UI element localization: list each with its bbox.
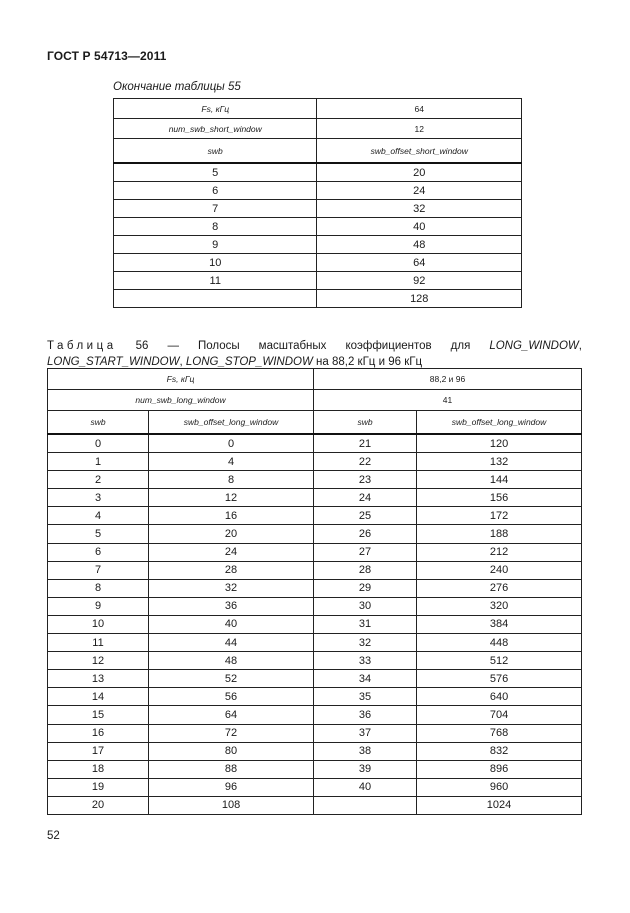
offset-cell-2: 156 <box>417 489 582 507</box>
offset-cell: 28 <box>149 561 314 579</box>
offset-cell: 24 <box>317 182 522 200</box>
table-row <box>48 507 582 525</box>
swb-cell: 2 <box>48 471 149 489</box>
swb-cell-2: 27 <box>314 543 417 561</box>
table-row <box>114 200 522 218</box>
table-row <box>48 688 582 706</box>
swb-cell-2: 24 <box>314 489 417 507</box>
column-header-swb: swb <box>114 139 317 164</box>
column-header-swb: swb <box>48 411 149 435</box>
offset-cell: 64 <box>149 706 314 724</box>
table56-caption-text: 56 — Полосы масштабных коэффициентов для <box>116 340 490 352</box>
table-row <box>48 796 582 814</box>
table-row <box>48 652 582 670</box>
swb-cell: 8 <box>114 218 317 236</box>
swb-cell-2: 29 <box>314 579 417 597</box>
swb-cell: 8 <box>48 579 149 597</box>
swb-cell: 0 <box>48 434 149 453</box>
table56-caption-italic2: LONG_START_WINDOW <box>47 356 180 368</box>
offset-cell: 88 <box>149 760 314 778</box>
swb-cell: 11 <box>114 272 317 290</box>
swb-cell-2: 38 <box>314 742 417 760</box>
column-header-offset: swb_offset_short_window <box>317 139 522 164</box>
table-row <box>48 670 582 688</box>
swb-cell-2: 34 <box>314 670 417 688</box>
table-row <box>114 218 522 236</box>
offset-cell: 48 <box>149 652 314 670</box>
swb-cell: 4 <box>48 507 149 525</box>
swb-cell-2: 30 <box>314 597 417 615</box>
swb-cell <box>114 290 317 308</box>
fs-label: Fs, кГц <box>114 99 317 119</box>
swb-cell: 13 <box>48 670 149 688</box>
offset-cell-2: 576 <box>417 670 582 688</box>
offset-cell: 12 <box>149 489 314 507</box>
table55-caption: Окончание таблицы 55 <box>113 81 241 93</box>
offset-cell-2: 212 <box>417 543 582 561</box>
swb-cell-2: 35 <box>314 688 417 706</box>
offset-cell: 96 <box>149 778 314 796</box>
offset-cell-2: 144 <box>417 471 582 489</box>
num-swb-label: num_swb_long_window <box>48 390 314 411</box>
offset-cell-2: 384 <box>417 615 582 633</box>
swb-cell: 19 <box>48 778 149 796</box>
swb-cell-2: 23 <box>314 471 417 489</box>
table-row <box>114 182 522 200</box>
offset-cell: 128 <box>317 290 522 308</box>
table-row <box>48 760 582 778</box>
fs-value: 88,2 и 96 <box>314 369 582 390</box>
swb-cell-2: 26 <box>314 525 417 543</box>
table-row <box>48 615 582 633</box>
offset-cell: 48 <box>317 236 522 254</box>
table-row <box>48 525 582 543</box>
swb-cell: 5 <box>114 163 317 182</box>
swb-cell: 9 <box>48 597 149 615</box>
swb-cell-2: 31 <box>314 615 417 633</box>
swb-cell-2: 28 <box>314 561 417 579</box>
offset-cell: 32 <box>149 579 314 597</box>
table-row <box>48 489 582 507</box>
swb-cell-2: 21 <box>314 434 417 453</box>
offset-cell: 56 <box>149 688 314 706</box>
column-header-offset: swb_offset_long_window <box>149 411 314 435</box>
offset-cell-2: 832 <box>417 742 582 760</box>
swb-cell-2: 33 <box>314 652 417 670</box>
offset-cell-2: 640 <box>417 688 582 706</box>
swb-cell: 9 <box>114 236 317 254</box>
offset-cell: 72 <box>149 724 314 742</box>
offset-cell: 36 <box>149 597 314 615</box>
table-row <box>48 742 582 760</box>
num-swb-label: num_swb_short_window <box>114 119 317 139</box>
offset-cell-2: 1024 <box>417 796 582 814</box>
table-row <box>48 724 582 742</box>
offset-cell: 20 <box>317 163 522 182</box>
swb-cell-2: 22 <box>314 453 417 471</box>
offset-cell: 24 <box>149 543 314 561</box>
offset-cell: 40 <box>317 218 522 236</box>
offset-cell-2: 768 <box>417 724 582 742</box>
table56-caption-italic1: LONG_WINDOW <box>489 340 579 352</box>
table56-caption-prefix: Таблица <box>47 340 117 352</box>
offset-cell: 8 <box>149 471 314 489</box>
offset-cell: 16 <box>149 507 314 525</box>
swb-cell-2: 25 <box>314 507 417 525</box>
num-swb-value: 12 <box>317 119 522 139</box>
swb-cell-2: 36 <box>314 706 417 724</box>
table-row <box>48 706 582 724</box>
table-55 <box>113 98 522 308</box>
swb-cell: 5 <box>48 525 149 543</box>
offset-cell-2: 120 <box>417 434 582 453</box>
offset-cell: 108 <box>149 796 314 814</box>
offset-cell: 64 <box>317 254 522 272</box>
table-row <box>48 543 582 561</box>
swb-cell: 14 <box>48 688 149 706</box>
offset-cell-2: 188 <box>417 525 582 543</box>
offset-cell: 92 <box>317 272 522 290</box>
page-number: 52 <box>47 830 60 842</box>
column-header-offset-2: swb_offset_long_window <box>417 411 582 435</box>
swb-cell: 6 <box>114 182 317 200</box>
num-swb-value: 41 <box>314 390 582 411</box>
table-row <box>48 634 582 652</box>
swb-cell: 7 <box>48 561 149 579</box>
table-56 <box>47 368 582 815</box>
swb-cell-2: 40 <box>314 778 417 796</box>
table-row <box>114 272 522 290</box>
column-header-swb-2: swb <box>314 411 417 435</box>
swb-cell: 15 <box>48 706 149 724</box>
table-row <box>48 471 582 489</box>
offset-cell: 0 <box>149 434 314 453</box>
fs-value: 64 <box>317 99 522 119</box>
offset-cell-2: 896 <box>417 760 582 778</box>
swb-cell: 16 <box>48 724 149 742</box>
table-row <box>48 561 582 579</box>
offset-cell-2: 132 <box>417 453 582 471</box>
swb-cell: 3 <box>48 489 149 507</box>
swb-cell: 7 <box>114 200 317 218</box>
swb-cell: 1 <box>48 453 149 471</box>
fs-label: Fs, кГц <box>48 369 314 390</box>
table-row <box>114 290 522 308</box>
table-row <box>48 453 582 471</box>
offset-cell: 20 <box>149 525 314 543</box>
table56-caption-suffix: на 88,2 кГц и 96 кГц <box>312 356 423 368</box>
table-row <box>48 579 582 597</box>
offset-cell-2: 276 <box>417 579 582 597</box>
swb-cell-2: 32 <box>314 634 417 652</box>
table56-caption <box>47 338 582 370</box>
table56-caption-italic3: LONG_STOP_WINDOW <box>185 356 313 368</box>
offset-cell-2: 320 <box>417 597 582 615</box>
table56-caption-sep2: , <box>179 356 186 368</box>
offset-cell: 40 <box>149 615 314 633</box>
swb-cell: 10 <box>114 254 317 272</box>
offset-cell-2: 704 <box>417 706 582 724</box>
swb-cell: 17 <box>48 742 149 760</box>
table-row <box>48 434 582 453</box>
swb-cell: 12 <box>48 652 149 670</box>
swb-cell-2: 39 <box>314 760 417 778</box>
swb-cell: 10 <box>48 615 149 633</box>
table-row <box>48 778 582 796</box>
swb-cell: 20 <box>48 796 149 814</box>
swb-cell: 6 <box>48 543 149 561</box>
document-header: ГОСТ Р 54713—2011 <box>47 49 167 63</box>
offset-cell-2: 448 <box>417 634 582 652</box>
table-row <box>48 597 582 615</box>
offset-cell: 32 <box>317 200 522 218</box>
offset-cell: 80 <box>149 742 314 760</box>
offset-cell: 52 <box>149 670 314 688</box>
table-row <box>114 236 522 254</box>
table56-caption-sep1: , <box>578 340 582 352</box>
offset-cell: 44 <box>149 634 314 652</box>
swb-cell-2: 37 <box>314 724 417 742</box>
swb-cell: 18 <box>48 760 149 778</box>
offset-cell-2: 960 <box>417 778 582 796</box>
offset-cell-2: 240 <box>417 561 582 579</box>
offset-cell: 4 <box>149 453 314 471</box>
offset-cell-2: 512 <box>417 652 582 670</box>
swb-cell-2 <box>314 796 417 814</box>
table-row <box>114 163 522 182</box>
offset-cell-2: 172 <box>417 507 582 525</box>
swb-cell: 11 <box>48 634 149 652</box>
table-row <box>114 254 522 272</box>
